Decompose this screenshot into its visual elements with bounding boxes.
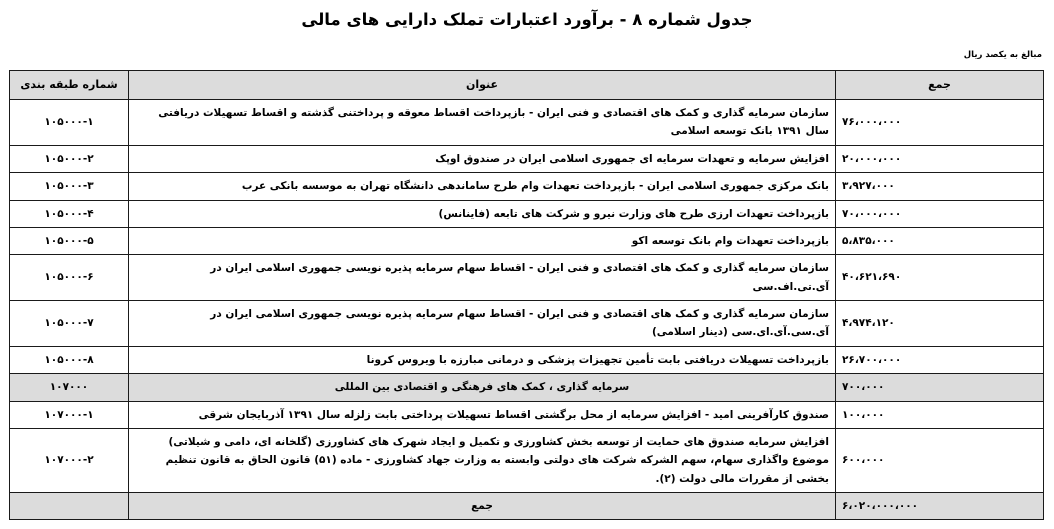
cell-code: ۱۰۷۰۰۰ [10, 374, 129, 401]
cell-title: بانک مرکزی جمهوری اسلامی ایران - بازپرداخت تعهدات وام طرح ساماندهی دانشگاه تهران به موسسه بانکی عرب [129, 173, 836, 200]
cell-amount: ۴۰،۶۲۱،۶۹۰ [836, 255, 1044, 301]
cell-title: سازمان سرمایه گذاری و کمک های اقتصادی و فنی ایران - اقساط سهام سرمایه پذیره نویسی جمهوری اسلامی ایران در آی.سی.آی.ای.سی (دینار اسلامی) [129, 301, 836, 347]
cell-title: بازپرداخت تعهدات وام بانک توسعه اکو [129, 227, 836, 254]
cell-amount: ۲۶،۷۰۰،۰۰۰ [836, 346, 1044, 373]
table-row [10, 100, 1044, 146]
cell-title: صندوق کارآفرینی امید - افزایش سرمایه از محل برگشتی اقساط تسهیلات پرداختی بابت زلزله سال ۱۳۹۱ آذربایجان شرقی [129, 401, 836, 428]
table-row [10, 200, 1044, 227]
table-row [10, 173, 1044, 200]
total-row [10, 493, 1044, 520]
cell-amount: ۵،۸۳۵،۰۰۰ [836, 227, 1044, 254]
table-row [10, 255, 1044, 301]
cell-title: بازپرداخت تعهدات ارزی طرح های وزارت نیرو و شرکت های تابعه (فاینانس) [129, 200, 836, 227]
cell-amount: ۷۰،۰۰۰،۰۰۰ [836, 200, 1044, 227]
table-row [10, 227, 1044, 254]
cell-code: ۱۰۵۰۰۰-۵ [10, 227, 129, 254]
cell-amount: ۳،۹۲۷،۰۰۰ [836, 173, 1044, 200]
cell-code: ۱۰۵۰۰۰-۲ [10, 145, 129, 172]
table-header [10, 71, 1044, 100]
cell-code: ۱۰۷۰۰۰-۱ [10, 401, 129, 428]
table-footer [10, 493, 1044, 520]
cell-title: بازپرداخت تسهیلات دریافتی بابت تأمین تجهیزات پزشکی و درمانی مبارزه با ویروس کرونا [129, 346, 836, 373]
cell-title: افزایش سرمایه و تعهدات سرمایه ای جمهوری اسلامی ایران در صندوق اوپک [129, 145, 836, 172]
cell-title: سازمان سرمایه گذاری و کمک های اقتصادی و فنی ایران - بازپرداخت اقساط معوقه و پرداختنی گذشته و اقساط تسهیلات دریافتی سال ۱۳۹۱ بانک توسعه اسلامی [129, 100, 836, 146]
table-row [10, 301, 1044, 347]
cell-code: ۱۰۵۰۰۰-۳ [10, 173, 129, 200]
cell-code: ۱۰۵۰۰۰-۱ [10, 100, 129, 146]
unit-note: مبالغ به یکصد ریال [963, 50, 1042, 60]
table-body [10, 100, 1044, 493]
table-header-row [10, 71, 1044, 100]
cell-amount: ۴،۹۷۴،۱۲۰ [836, 301, 1044, 347]
cell-title: سازمان سرمایه گذاری و کمک های اقتصادی و فنی ایران - اقساط سهام سرمایه پذیره نویسی جمهوری اسلامی ایران در آی.تی.اف.سی [129, 255, 836, 301]
cell-title: سرمایه گذاری ، کمک های فرهنگی و اقتصادی بین المللی [129, 374, 836, 401]
table-row [10, 428, 1044, 492]
financial-table-container [10, 70, 1044, 520]
cell-amount: ۱۰۰،۰۰۰ [836, 401, 1044, 428]
cell-code: ۱۰۵۰۰۰-۴ [10, 200, 129, 227]
cell-amount: ۲۰،۰۰۰،۰۰۰ [836, 145, 1044, 172]
cell-amount: ۷۰۰،۰۰۰ [836, 374, 1044, 401]
column-header-title: عنوان [129, 71, 836, 100]
total-label: جمع [129, 493, 836, 520]
column-header-amount: جمع [836, 71, 1044, 100]
cell-code: ۱۰۵۰۰۰-۷ [10, 301, 129, 347]
table-row [10, 145, 1044, 172]
page-title: جدول شماره ۸ - برآورد اعتبارات تملک دارایی های مالی [301, 10, 753, 29]
section-row [10, 374, 1044, 401]
cell-title: افزایش سرمایه صندوق های حمایت از توسعه بخش کشاورزی و تکمیل و ایجاد شهرک های کشاورزی (گلخانه ای، دامی و شیلاتی) موضوع واگذاری سهام، سهم الشرکه شرکت های دولتی وابسته به وزارت جهاد کشاورزی - ماده (۵۱) قانون الحاق به قانون تنظیم بخشی از مقررات مالی دولت (۲). [129, 428, 836, 492]
total-amount: ۶،۰۲۰،۰۰۰،۰۰۰ [836, 493, 1044, 520]
cell-amount: ۷۶،۰۰۰،۰۰۰ [836, 100, 1044, 146]
cell-code: ۱۰۵۰۰۰-۸ [10, 346, 129, 373]
cell-code: ۱۰۷۰۰۰-۲ [10, 428, 129, 492]
total-code [10, 493, 129, 520]
financial-table [9, 70, 1044, 520]
table-row [10, 401, 1044, 428]
column-header-code: شماره طبقه بندی [10, 71, 129, 100]
table-row [10, 346, 1044, 373]
cell-code: ۱۰۵۰۰۰-۶ [10, 255, 129, 301]
cell-amount: ۶۰۰،۰۰۰ [836, 428, 1044, 492]
